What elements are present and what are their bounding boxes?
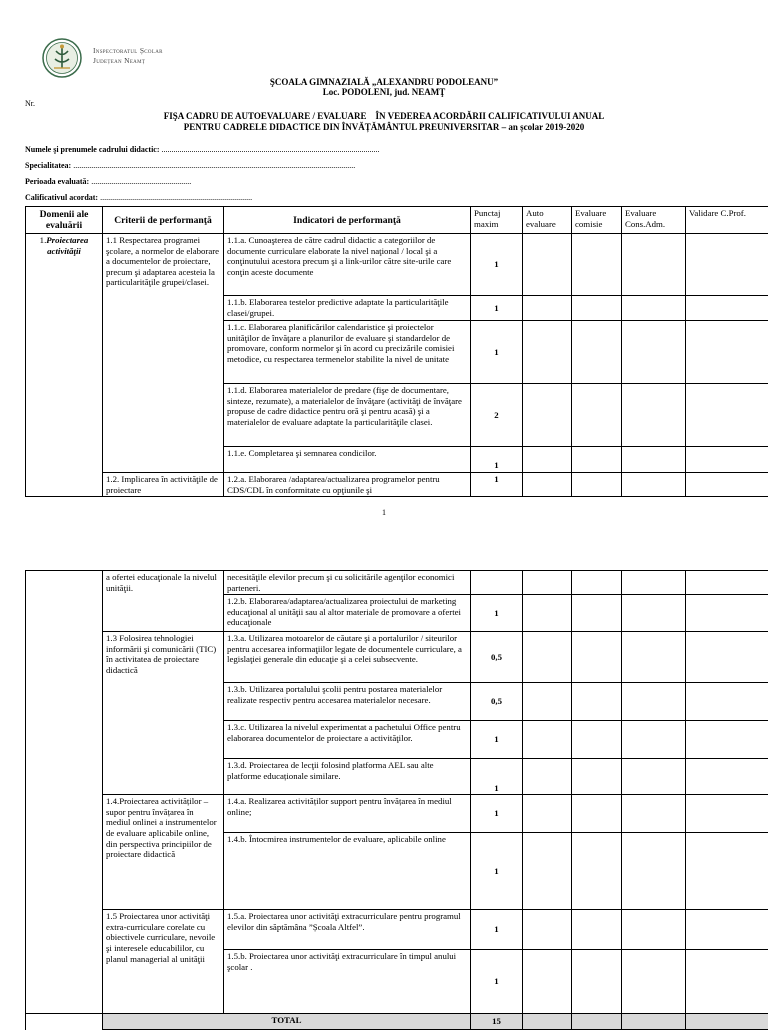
table-row [26, 473, 768, 497]
board-evaluation-cell[interactable] [622, 384, 686, 447]
indicator-cell: 1.4.b. Întocmirea instrumentelor de evaluare, aplicabile online [224, 833, 471, 910]
board-evaluation-cell[interactable] [622, 296, 686, 321]
total-commission-evaluation[interactable] [572, 1014, 622, 1030]
evaluated-period-blank: .................................................. [89, 177, 191, 186]
commission-evaluation-cell[interactable] [572, 795, 622, 833]
indicator-cell: 1.5.a. Proiectarea unor activităţi extracurriculare pentru programul elevilor din săptămâna ”Școala Altfel”. [224, 910, 471, 950]
max-points-cell: 1 [471, 721, 523, 759]
commission-evaluation-cell[interactable] [572, 759, 622, 795]
domain-number: 1. [40, 235, 47, 245]
max-points-cell: 2 [471, 384, 523, 447]
self-evaluation-cell[interactable] [523, 321, 572, 384]
logo-line-2: Județean Neamț [93, 56, 163, 66]
total-board-evaluation[interactable] [622, 1014, 686, 1030]
max-points-cell: 1 [471, 234, 523, 296]
max-points-cell: 1 [471, 595, 523, 632]
specialty-label: Specialitatea: [25, 161, 71, 170]
validation-cell[interactable] [686, 296, 768, 321]
self-evaluation-cell[interactable] [523, 473, 572, 497]
evaluated-period-label: Perioada evaluată: [25, 177, 89, 186]
total-points: 15 [471, 1014, 523, 1030]
indicator-cell: 1.1.e. Completarea şi semnarea condicilor. [224, 447, 471, 473]
commission-evaluation-cell[interactable] [572, 833, 622, 910]
school-name: ŞCOALA GIMNAZIALĂ „ALEXANDRU PODOLEANU” [0, 77, 768, 88]
teacher-name-blank: ............................................................................................................. [160, 145, 380, 154]
indicator-cell: 1.3.a. Utilizarea motoarelor de căutare şi a portalurilor / siteurilor pentru accesarea informaţiilor legate de documentele curriculare, a legislaţiei generale din educaţie şi a celei subsecvente. [224, 632, 471, 683]
commission-evaluation-cell[interactable] [572, 721, 622, 759]
header-max-points: Punctaj maxim [471, 207, 523, 234]
validation-cell[interactable] [686, 234, 768, 296]
validation-cell[interactable] [686, 595, 768, 632]
self-evaluation-cell[interactable] [523, 384, 572, 447]
page-number: 1 [0, 508, 768, 517]
board-evaluation-cell[interactable] [622, 721, 686, 759]
school-inspectorate-logo-icon [42, 38, 82, 78]
form-title-line-1: FIŞA CADRU DE AUTOEVALUARE / EVALUARE ÎN VEDEREA ACORDĂRII CALIFICATIVULUI ANUAL [0, 111, 768, 122]
header-validation: Validare C.Prof. [686, 207, 768, 234]
board-evaluation-cell[interactable] [622, 473, 686, 497]
header-board-evaluation: Evaluare Cons.Adm. [622, 207, 686, 234]
teacher-name-field[interactable] [25, 145, 380, 154]
max-points-cell: 1 [471, 296, 523, 321]
domain-title: Proiectarea activităţii [46, 235, 88, 256]
total-label: TOTAL [103, 1014, 471, 1030]
criterion-cell: 1.4.Proiectarea activităților – supor pentru învățarea în mediul onlinei a instrumentelor de evaluare aplicabile online, din perspectiva principiilor de proiectare didactică [103, 795, 224, 910]
table-row [26, 795, 768, 833]
header-domain: Domenii ale evaluării [26, 207, 103, 234]
self-evaluation-cell[interactable] [523, 910, 572, 950]
max-points-cell [471, 571, 523, 595]
validation-cell[interactable] [686, 910, 768, 950]
logo-text [93, 46, 163, 66]
table-header-row [26, 207, 768, 234]
max-points-cell: 1 [471, 833, 523, 910]
commission-evaluation-cell[interactable] [572, 595, 622, 632]
commission-evaluation-cell[interactable] [572, 447, 622, 473]
board-evaluation-cell[interactable] [622, 234, 686, 296]
awarded-grade-blank: ............................................................................ [98, 193, 252, 202]
criterion-cell: 1.2. Implicarea în activităţile de proiectare [103, 473, 224, 497]
commission-evaluation-cell[interactable] [572, 473, 622, 497]
validation-cell[interactable] [686, 721, 768, 759]
table-row [26, 234, 768, 296]
indicator-cell: 1.1.d. Elaborarea materialelor de predare (fişe de documentare, sinteze, rezumate), a materialelor de învăţare (activităţi de învăţare propuse de cadre didactice pentru oră şi pentru acasă) şi a materialelor de evaluare adaptate la particularităţile clasei. [224, 384, 471, 447]
max-points-cell: 1 [471, 447, 523, 473]
table-row [26, 910, 768, 950]
validation-cell[interactable] [686, 833, 768, 910]
self-evaluation-cell[interactable] [523, 595, 572, 632]
validation-cell[interactable] [686, 447, 768, 473]
evaluated-period-field[interactable] [25, 177, 191, 186]
self-evaluation-cell[interactable] [523, 447, 572, 473]
header-commission-evaluation: Evaluare comisie [572, 207, 622, 234]
self-evaluation-cell[interactable] [523, 632, 572, 683]
domain-cell [26, 234, 103, 497]
table-row [26, 571, 768, 595]
indicator-cell: 1.2.b. Elaborarea/adaptarea/actualizarea proiectului de marketing educaţional al unităţii sau al altor materiale de promovare a ofertei educaţionale [224, 595, 471, 632]
total-self-evaluation[interactable] [523, 1014, 572, 1030]
max-points-cell: 1 [471, 910, 523, 950]
registration-number-label: Nr. [25, 99, 35, 108]
self-evaluation-cell[interactable] [523, 721, 572, 759]
specialty-blank: ............................................................................................................................................. [71, 161, 355, 170]
awarded-grade-label: Calificativul acordat: [25, 193, 98, 202]
board-evaluation-cell[interactable] [622, 683, 686, 721]
logo-line-1: Inspectoratul Școlar [93, 46, 163, 56]
indicator-cell: 1.5.b. Proiectarea unor activităţi extracurriculare în timpul anului şcolar . [224, 950, 471, 1014]
max-points-cell: 1 [471, 321, 523, 384]
table-row [26, 632, 768, 683]
indicator-cell: 1.1.b. Elaborarea testelor predictive adaptate la particularităţile clasei/grupei. [224, 296, 471, 321]
form-title-line-2: PENTRU CADRELE DIDACTICE DIN ÎNVĂȚĂMÂNTUL PREUNIVERSITAR – an școlar 2019-2020 [0, 122, 768, 133]
self-evaluation-cell[interactable] [523, 833, 572, 910]
awarded-grade-field[interactable] [25, 193, 252, 202]
validation-cell[interactable] [686, 321, 768, 384]
board-evaluation-cell[interactable] [622, 795, 686, 833]
commission-evaluation-cell[interactable] [572, 950, 622, 1014]
commission-evaluation-cell[interactable] [572, 683, 622, 721]
criterion-cell: 1.1 Respectarea programei şcolare, a normelor de elaborare a documentelor de proiectare, precum şi adaptarea acesteia la particularităţile grupei/clasei. [103, 234, 224, 473]
self-evaluation-cell[interactable] [523, 234, 572, 296]
max-points-cell: 1 [471, 473, 523, 497]
indicator-cell: 1.2.a. Elaborarea /adaptarea/actualizarea programelor pentru CDS/CDL în conformitate cu opţiunile şi [224, 473, 471, 497]
self-evaluation-cell[interactable] [523, 571, 572, 595]
total-validation[interactable] [686, 1014, 768, 1030]
validation-cell[interactable] [686, 473, 768, 497]
indicator-cell: 1.3.d. Proiectarea de lecţii folosind platforma AEL sau alte platforme educaționale similare. [224, 759, 471, 795]
header-criteria: Criterii de performanţă [103, 207, 224, 234]
commission-evaluation-cell[interactable] [572, 910, 622, 950]
self-evaluation-cell[interactable] [523, 683, 572, 721]
max-points-cell: 1 [471, 795, 523, 833]
header-indicators: Indicatori de performanţă [224, 207, 471, 234]
board-evaluation-cell[interactable] [622, 910, 686, 950]
validation-cell[interactable] [686, 571, 768, 595]
evaluation-table-page-1 [25, 206, 768, 497]
indicator-cell: 1.3.c. Utilizarea la nivelul experimentat a pachetului Office pentru elaborarea documentelor de proiectare a activităţilor. [224, 721, 471, 759]
validation-cell[interactable] [686, 632, 768, 683]
specialty-field[interactable] [25, 161, 355, 170]
self-evaluation-cell[interactable] [523, 950, 572, 1014]
board-evaluation-cell[interactable] [622, 571, 686, 595]
criterion-cell: 1.3 Folosirea tehnologiei informării şi comunicării (TIC) în activitatea de proiectare didactică [103, 632, 224, 795]
board-evaluation-cell[interactable] [622, 632, 686, 683]
commission-evaluation-cell[interactable] [572, 234, 622, 296]
commission-evaluation-cell[interactable] [572, 384, 622, 447]
validation-cell[interactable] [686, 683, 768, 721]
school-locality: Loc. PODOLENI, jud. NEAMŢ [0, 87, 768, 98]
max-points-cell: 1 [471, 950, 523, 1014]
validation-cell[interactable] [686, 759, 768, 795]
indicator-cell: 1.1.c. Elaborarea planificărilor calendaristice şi proiectelor unităţilor de învăţare a planurilor de evaluare şi standardelor de promovare, conform normelor şi în acord cu precizările comisiei metodice, cu respectarea termenelor stabilite la nivel de unitate [224, 321, 471, 384]
board-evaluation-cell[interactable] [622, 447, 686, 473]
max-points-cell: 0,5 [471, 632, 523, 683]
criterion-cell: 1.5 Proiectarea unor activităţi extra-curriculare corelate cu obiectivele curriculare, nevoile şi interesele educabililor, cu planul managerial al unităţii [103, 910, 224, 1014]
self-evaluation-cell[interactable] [523, 296, 572, 321]
board-evaluation-cell[interactable] [622, 321, 686, 384]
max-points-cell: 1 [471, 759, 523, 795]
self-evaluation-cell[interactable] [523, 795, 572, 833]
board-evaluation-cell[interactable] [622, 595, 686, 632]
validation-cell[interactable] [686, 384, 768, 447]
teacher-name-label: Numele şi prenumele cadrului didactic: [25, 145, 160, 154]
board-evaluation-cell[interactable] [622, 833, 686, 910]
commission-evaluation-cell[interactable] [572, 632, 622, 683]
commission-evaluation-cell[interactable] [572, 571, 622, 595]
evaluation-table-page-2 [25, 570, 768, 1030]
domain-cell-continued [26, 571, 103, 1014]
header-self-evaluation: Auto evaluare [523, 207, 572, 234]
board-evaluation-cell[interactable] [622, 950, 686, 1014]
board-evaluation-cell[interactable] [622, 759, 686, 795]
domain-cell-empty [26, 1014, 103, 1030]
criterion-cell: a ofertei educaţionale la nivelul unităţii. [103, 571, 224, 632]
indicator-cell: 1.1.a. Cunoaşterea de către cadrul didactic a categoriilor de documente curriculare elaborate la nivel naţional / local şi a conţinutului acestora precum şi a link-urilor către site-urile care conţin aceste documente [224, 234, 471, 296]
max-points-cell: 0,5 [471, 683, 523, 721]
indicator-cell: necesităţile elevilor precum şi cu solicitările agenţilor economici parteneri. [224, 571, 471, 595]
self-evaluation-cell[interactable] [523, 759, 572, 795]
validation-cell[interactable] [686, 795, 768, 833]
indicator-cell: 1.4.a. Realizarea activităților support pentru învățarea în mediul online; [224, 795, 471, 833]
commission-evaluation-cell[interactable] [572, 296, 622, 321]
commission-evaluation-cell[interactable] [572, 321, 622, 384]
indicator-cell: 1.3.b. Utilizarea portalului şcolii pentru postarea materialelor realizate respectiv pentru accesarea materialelor necesare. [224, 683, 471, 721]
total-row [26, 1014, 768, 1030]
validation-cell[interactable] [686, 950, 768, 1014]
